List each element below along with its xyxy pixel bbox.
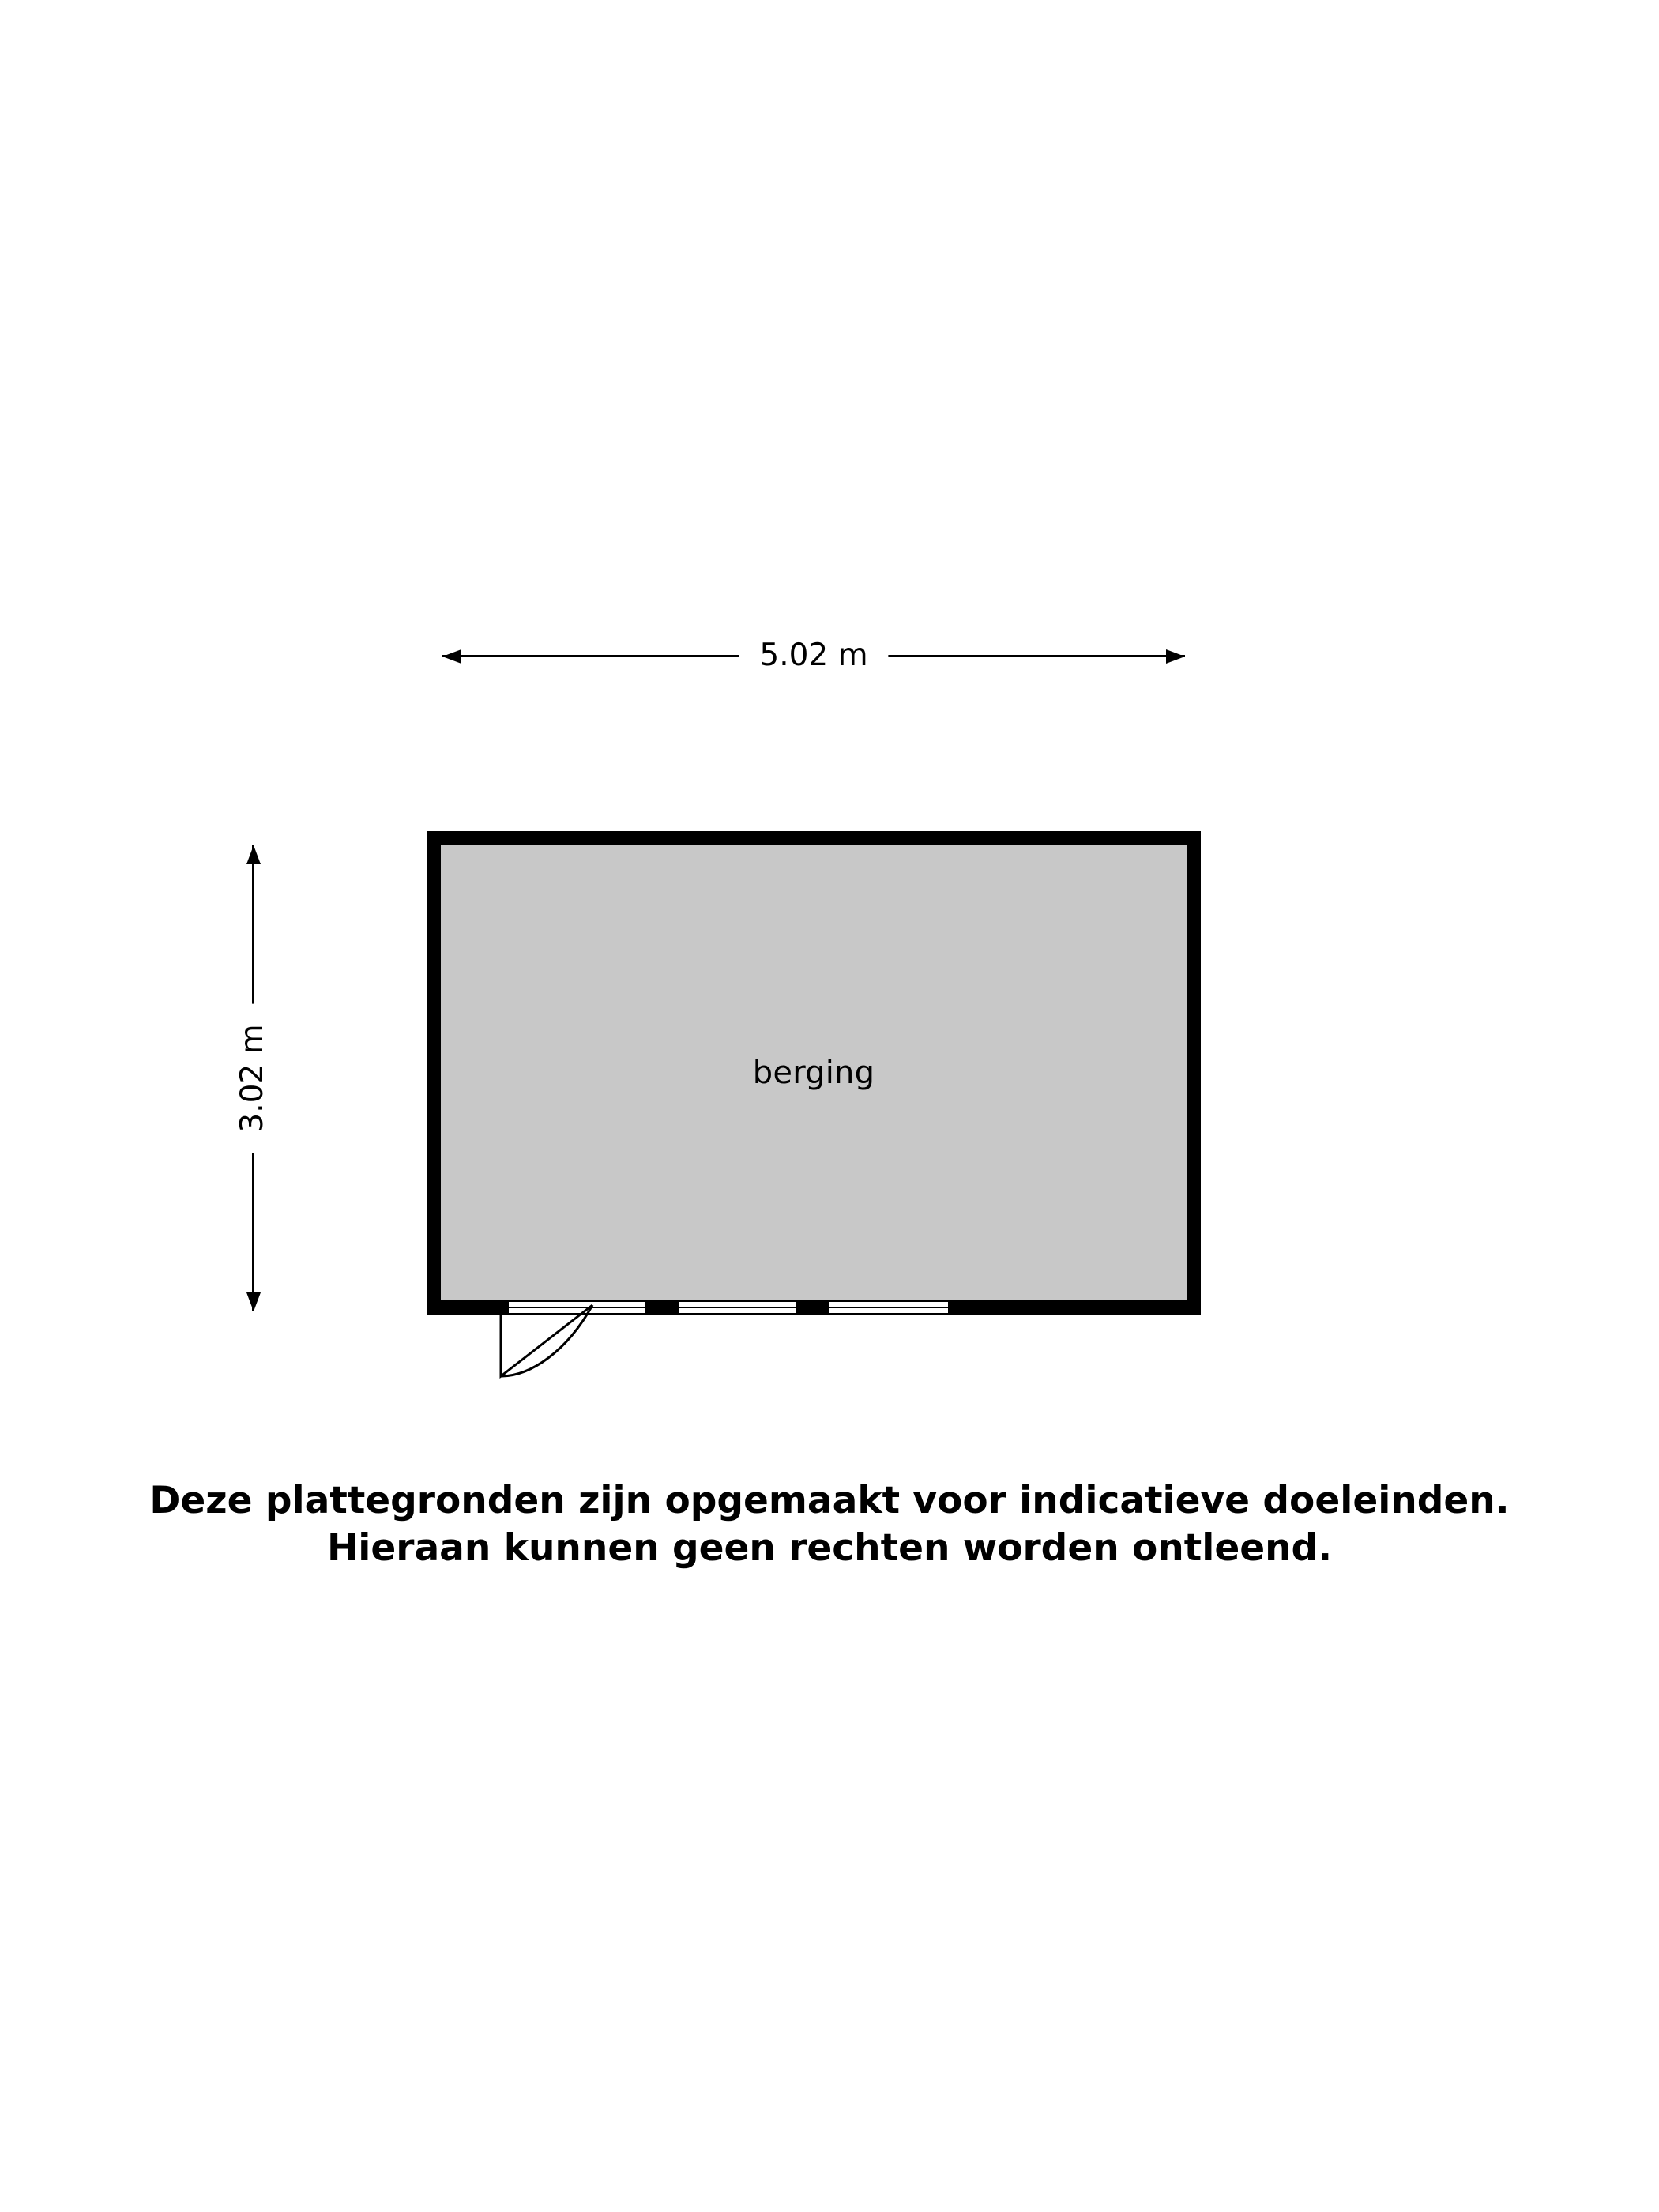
dimension-width <box>442 632 1185 679</box>
disclaimer-line-2: Hieraan kunnen geen rechten worden ontleend. <box>326 1526 1333 1571</box>
disclaimer-line-1: Deze plattegronden zijn opgemaakt voor indicatieve doeleinden. <box>149 1479 1510 1522</box>
disclaimer <box>0 1477 1659 1572</box>
arrow-right-icon <box>1166 649 1185 664</box>
arrow-left-icon <box>442 649 461 664</box>
dimension-height-label: 3.02 m <box>230 1003 276 1153</box>
dimension-height <box>229 845 276 1311</box>
arrow-up-icon <box>246 845 261 864</box>
room-label: berging <box>752 1055 875 1091</box>
arrow-down-icon <box>246 1292 261 1311</box>
window-2 <box>679 1300 796 1315</box>
window-3 <box>830 1300 948 1315</box>
entry-door <box>499 1304 602 1390</box>
door-swing-icon <box>499 1304 602 1390</box>
room-berging <box>427 831 1201 1315</box>
dimension-width-label: 5.02 m <box>739 632 888 679</box>
